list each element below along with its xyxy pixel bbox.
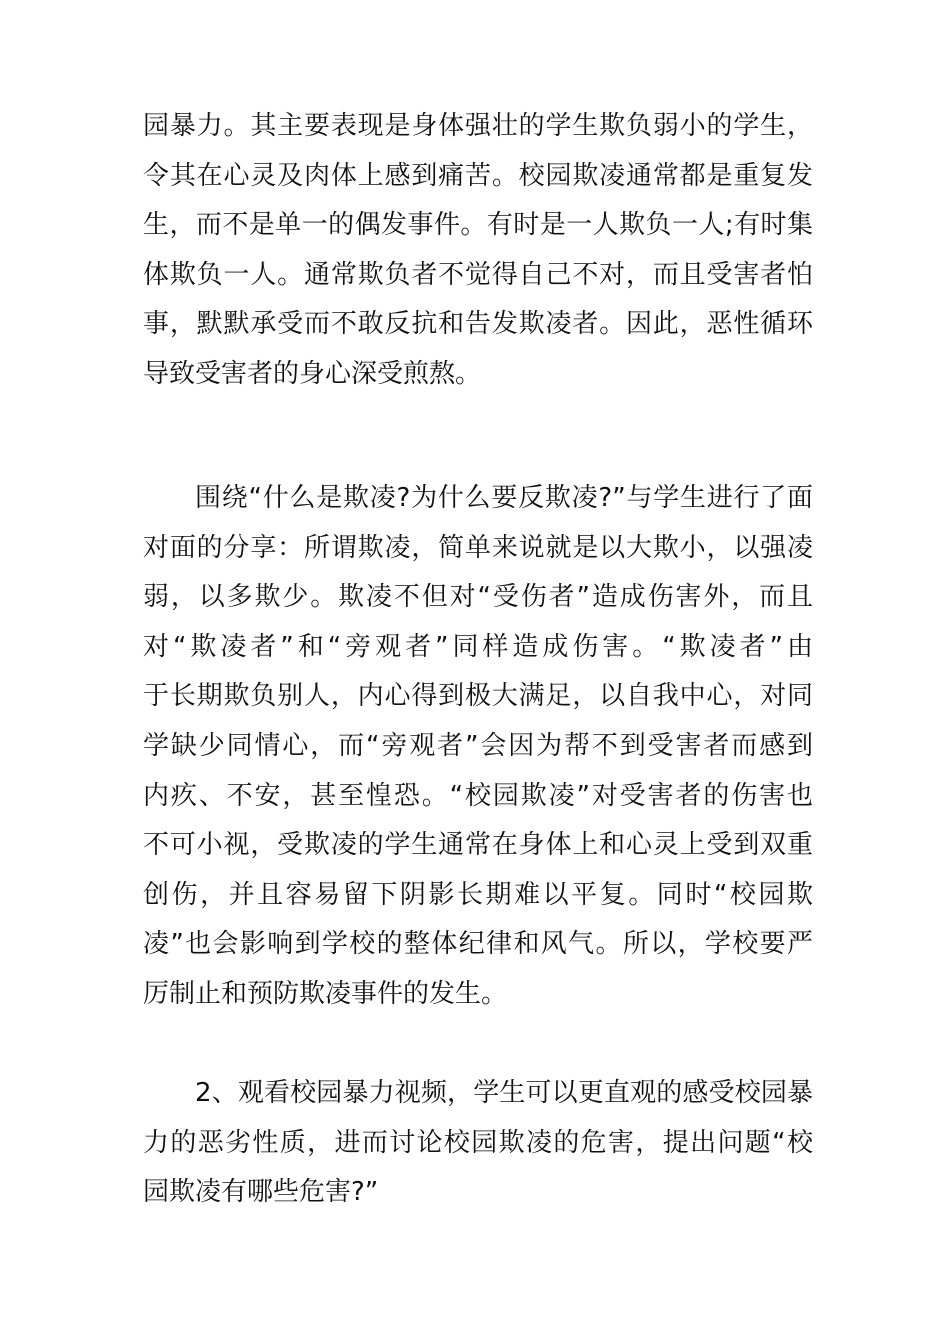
text-line: 不可小视，受欺凌的学生通常在身体上和心灵上受到双重 (143, 830, 813, 861)
text-line: 内疚、不安，甚至惶恐。“校园欺凌”对受害者的伤害也 (143, 780, 813, 811)
text-line: 导致受害者的身心深受煎熬。 (143, 358, 482, 389)
paragraph-what-is-bullying (143, 474, 813, 1020)
text-line: 生，而不是单一的偶发事件。有时是一人欺负一人;有时集 (143, 210, 813, 241)
text-line: 围绕“什么是欺凌?为什么要反欺凌?”与学生进行了面 (195, 483, 813, 513)
paragraph-school-violence-description (143, 102, 813, 400)
text-line: 学缺少同情心，而“旁观者”会因为帮不到受害者而感到 (143, 730, 813, 761)
text-line: 事，默默承受而不敢反抗和告发欺凌者。因此，恶性循环 (143, 309, 813, 340)
text-line: 园欺凌有哪些危害?” (143, 1177, 379, 1208)
text-line: 对“欺凌者”和“旁观者”同样造成伤害。“欺凌者”由 (143, 631, 813, 662)
text-line: 园暴力。其主要表现是身体强壮的学生欺负弱小的学生， (143, 111, 813, 141)
text-line: 力的恶劣性质，进而讨论校园欺凌的危害，提出问题“校 (143, 1127, 813, 1158)
text-line: 2、观看校园暴力视频，学生可以更直观的感受校园暴 (195, 1078, 813, 1108)
text-line: 厉制止和预防欺凌事件的发生。 (143, 978, 508, 1009)
text-line: 于长期欺负别人，内心得到极大满足，以自我中心，对同 (143, 681, 813, 712)
paragraph-watch-video (143, 1069, 813, 1218)
text-line: 凌”也会影响到学校的整体纪律和风气。所以，学校要严 (143, 929, 813, 960)
text-line: 对面的分享：所谓欺凌，简单来说就是以大欺小，以强凌 (143, 532, 813, 563)
text-line: 创伤，并且容易留下阴影长期难以平复。同时“校园欺 (143, 879, 813, 910)
text-line: 弱，以多欺少。欺凌不但对“受伤者”造成伤害外，而且 (143, 582, 813, 613)
text-line: 令其在心灵及肉体上感到痛苦。校园欺凌通常都是重复发 (143, 160, 813, 191)
text-line: 体欺负一人。通常欺负者不觉得自己不对，而且受害者怕 (143, 259, 813, 290)
